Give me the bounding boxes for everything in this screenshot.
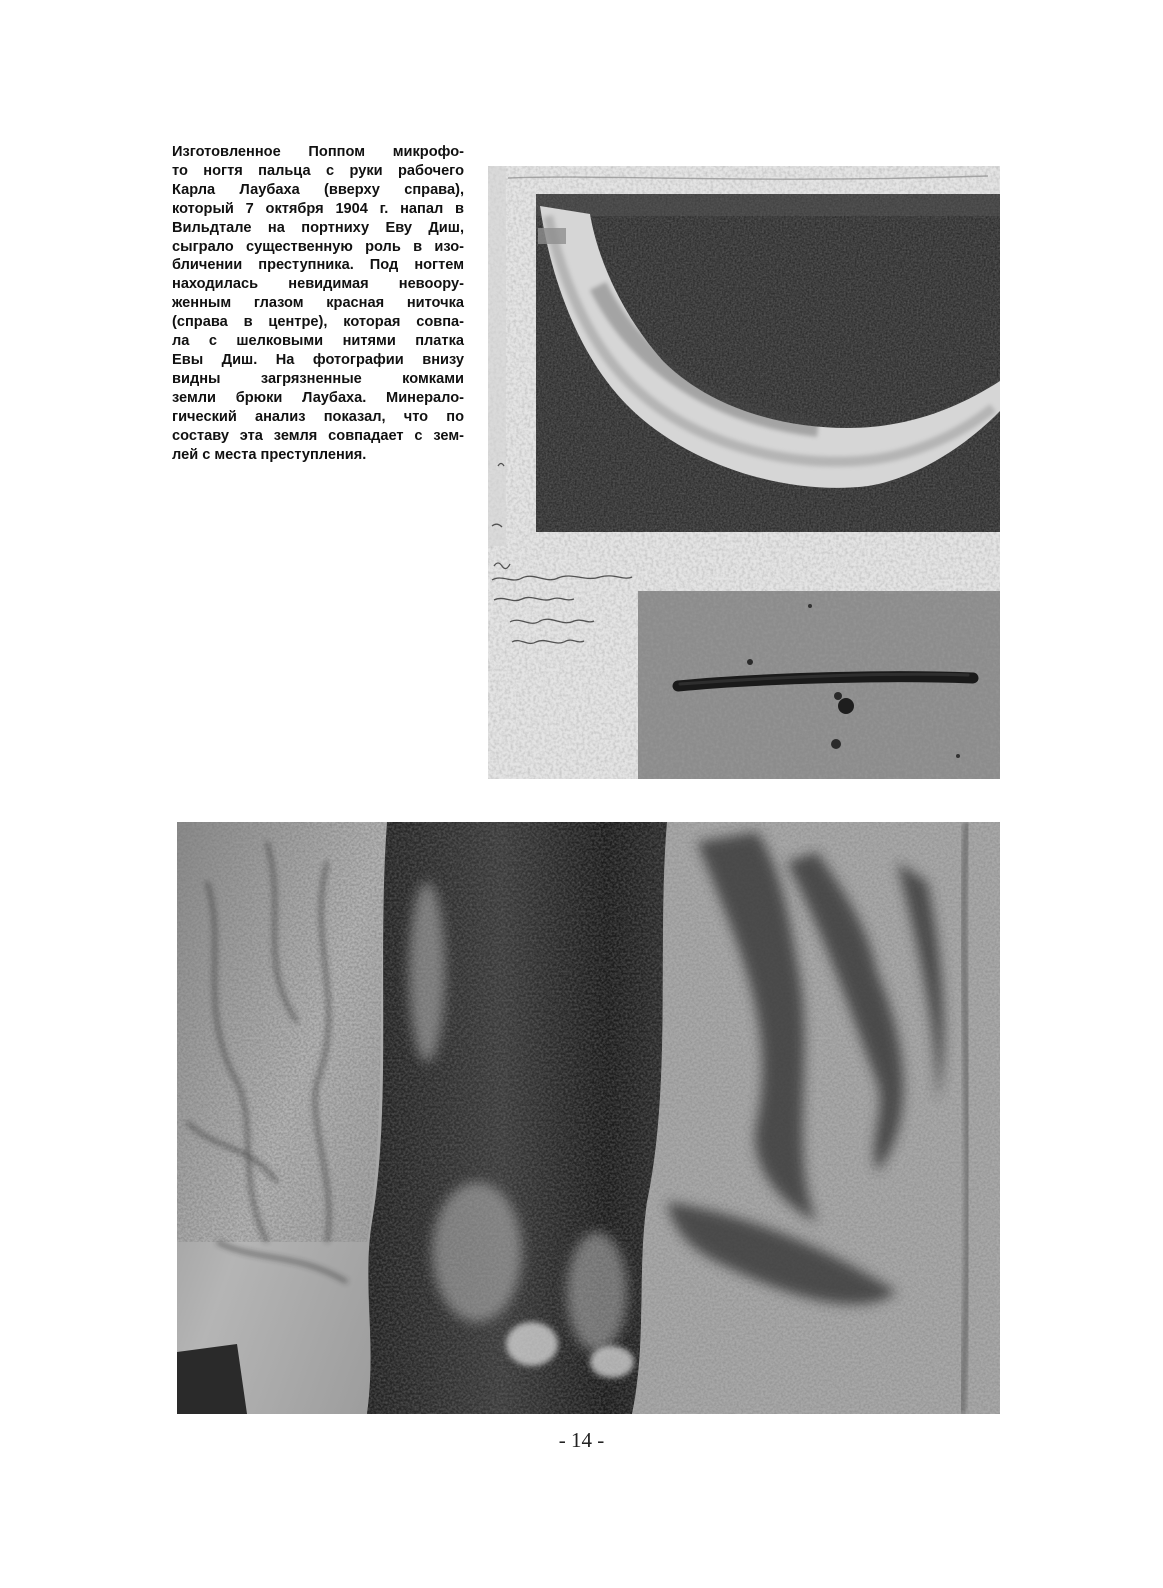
caption-line: видны загрязненные комками (172, 370, 464, 387)
thread-image (638, 591, 1000, 779)
soiled-trousers-photo (177, 822, 1000, 1414)
photo-caption (172, 143, 464, 464)
caption-line: то ногтя пальца с руки рабочего (172, 162, 464, 179)
caption-line: гический анализ показал, что по (172, 408, 464, 425)
caption-line: земли брюки Лаубаха. Минерало- (172, 389, 464, 406)
page-number: - 14 - (558, 1428, 605, 1452)
caption-line: Вильдтале на портниху Еву Диш, (172, 219, 464, 236)
caption-line: который 7 октября 1904 г. напал в (172, 200, 464, 217)
caption-line: составу эта земля совпадает с зем- (172, 427, 464, 444)
caption-line: Евы Диш. На фотографии внизу (172, 351, 464, 368)
fingernail-image (536, 194, 1000, 532)
caption-line: находилась невидимая невоору- (172, 276, 464, 293)
caption-line: сыграло существенную роль в изо- (172, 238, 464, 255)
caption-line: лей с места преступления. (172, 446, 367, 463)
caption-line: (справа в центре), которая совпа- (172, 314, 464, 331)
caption-line: Изготовленное Поппом микрофо- (172, 144, 464, 160)
caption-line: бличении преступника. Под ногтем (172, 257, 464, 274)
caption-line: женным глазом красная ниточка (172, 295, 464, 312)
caption-line: ла с шелковыми нитями платка (172, 333, 464, 350)
fingernail-micrograph-photo (488, 166, 1000, 779)
caption-line: Карла Лаубаха (вверху справа), (172, 181, 464, 198)
